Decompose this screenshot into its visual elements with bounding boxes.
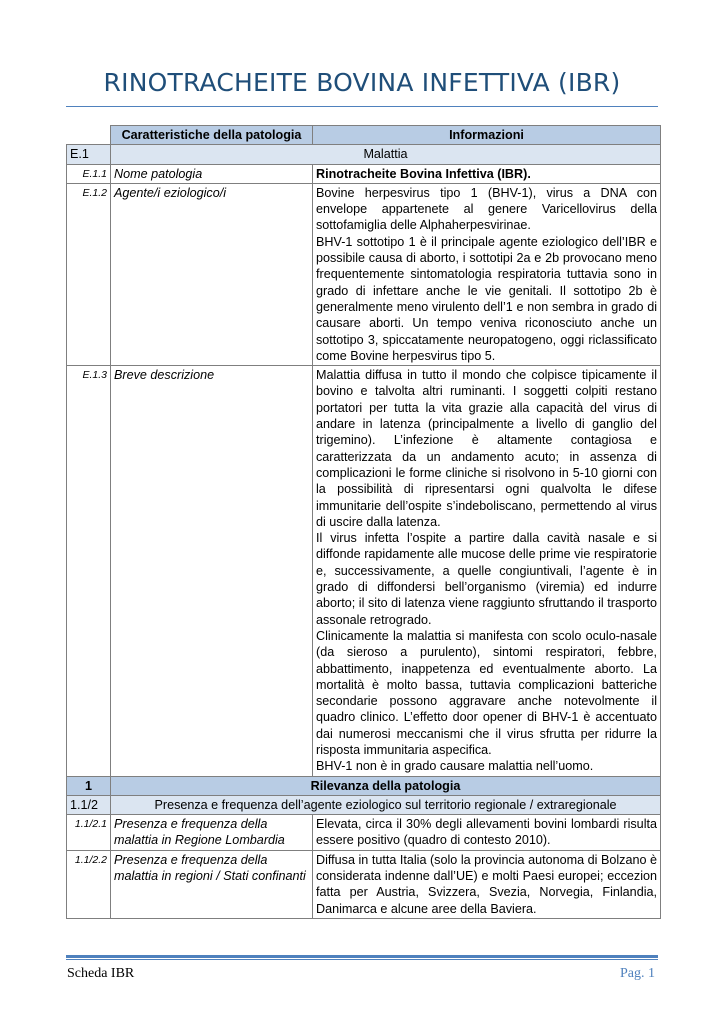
info-paragraph: BHV-1 sottotipo 1 è il principale agente eziologico dell’IBR e possibile causa di aborto, i sottotipi 2a e 2b provocano meno frequentemente sintomatologia respiratoria tuttavia sono in grado di infettare anche le vie genitali. Il sottotipo 2b è generalmente meno virulento dell’1 e non sembra in grado di causare aborti. Un tempo veniva riconosciuto anche un sottotipo 3, spiccatamente neuropatogeno, oggi riclassificato come Bovine herpesvirus tipo 5.: [316, 234, 657, 363]
header-characteristics: Caratteristiche della patologia: [111, 126, 313, 145]
page-title: RINOTRACHEITE BOVINA INFETTIVA (IBR): [103, 68, 621, 97]
row-info: Diffusa in tutta Italia (solo la provincia autonoma di Bolzano è considerata indenne dall’UE) e molti Paesi europei; eccezion fatta per Austria, Svizzera, Svezia, Norvegia, Finlandia, Danimarca e alcune aree della Baviera.: [313, 850, 661, 918]
row-info: [313, 183, 661, 365]
section-code: E.1: [67, 145, 111, 164]
row-code: E.1.3: [67, 366, 111, 776]
info-paragraph: Il virus infetta l’ospite a partire dalla cavità nasale e si diffonde rapidamente alle mucose delle prime vie respiratorie e, successivamente, a quelle congiuntivali, l’agente è in grado di diffondersi bell’organismo (viremia) ed indurre aborto; il sito di latenza viene raggiunto sfruttando il trasporto assonale retrogrado.: [316, 531, 657, 627]
title-divider: [66, 106, 658, 107]
section-title: Rilevanza della patologia: [111, 776, 661, 795]
row-code: 1.1/2.1: [67, 815, 111, 851]
row-label: Agente/i eziologico/i: [111, 183, 313, 365]
row-code: E.1.2: [67, 183, 111, 365]
subsection-row-1-1-2: [67, 795, 661, 814]
footer-page-number: Pag. 1: [620, 966, 655, 981]
row-label: Presenza e frequenza della malattia in regioni / Stati confinanti: [111, 850, 313, 918]
table-row: [67, 366, 661, 776]
section-title: Malattia: [111, 145, 661, 164]
header-information: Informazioni: [313, 126, 661, 145]
info-paragraph: Clinicamente la malattia si manifesta con scolo oculo-nasale (da sieroso a purulento), sintomi respiratori, febbre, abbattimento, inappetenza ed eventualmente aborto. La mortalità è molto bassa, tuttavia complicazioni batteriche secondarie possono aggravare anche notevolmente il quadro clinico. L’effetto door opener di BHV-1 è accentuato dai numerosi meccanismi che il virus sfrutta per ridurre la risposta immunitaria aspecifica.: [316, 628, 657, 757]
disease-info-table: [66, 125, 661, 919]
row-info: Elevata, circa il 30% degli allevamenti bovini lombardi risulta essere positivo (quadro di contesto 2010).: [313, 815, 661, 851]
table-row: [67, 850, 661, 918]
row-info: [313, 366, 661, 776]
row-code: E.1.1: [67, 164, 111, 183]
row-label: Presenza e frequenza della malattia in Regione Lombardia: [111, 815, 313, 851]
section-row-1: [67, 776, 661, 795]
info-paragraph: BHV-1 non è in grado causare malattia nell’uomo.: [316, 759, 594, 774]
table-row: [67, 183, 661, 365]
info-paragraph: Bovine herpesvirus tipo 1 (BHV-1), virus a DNA con envelope appartenete al genere Varicellovirus della sottofamiglia delle Alphaherpesvirinae.: [316, 185, 657, 233]
row-label: Breve descrizione: [111, 366, 313, 776]
subsection-code: 1.1/2: [67, 795, 111, 814]
footer-divider-thin: [66, 959, 658, 960]
row-label: Nome patologia: [111, 164, 313, 183]
table-header-row: [67, 126, 661, 145]
footer-divider: [66, 955, 658, 958]
table-row: [67, 815, 661, 851]
section-row-e1: [67, 145, 661, 164]
info-paragraph: Malattia diffusa in tutto il mondo che colpisce tipicamente il bovino e talvolta altri ruminanti. I soggetti colpiti restano portatori per tutta la vita grazie alla capacità del virus di andare in latenza (principalmente a livello di ganglio del trigemino). L’infezione è altamente contagiosa e caratterizzata da un andamento acuto; in assenza di complicazioni le forme cliniche si risolvono in 5-10 giorni con la possibilità di ripresentarsi ogni qualvolta le difese immunitarie dell’ospite s’indeboliscano, permettendo al virus di uscire dalla latenza.: [316, 368, 657, 529]
footer-doc-name: Scheda IBR: [67, 966, 135, 981]
section-code: 1: [67, 776, 111, 795]
table-row: [67, 164, 661, 183]
row-info: Rinotracheite Bovina Infettiva (IBR).: [313, 164, 661, 183]
row-code: 1.1/2.2: [67, 850, 111, 918]
subsection-title: Presenza e frequenza dell’agente eziologico sul territorio regionale / extraregionale: [111, 795, 661, 814]
